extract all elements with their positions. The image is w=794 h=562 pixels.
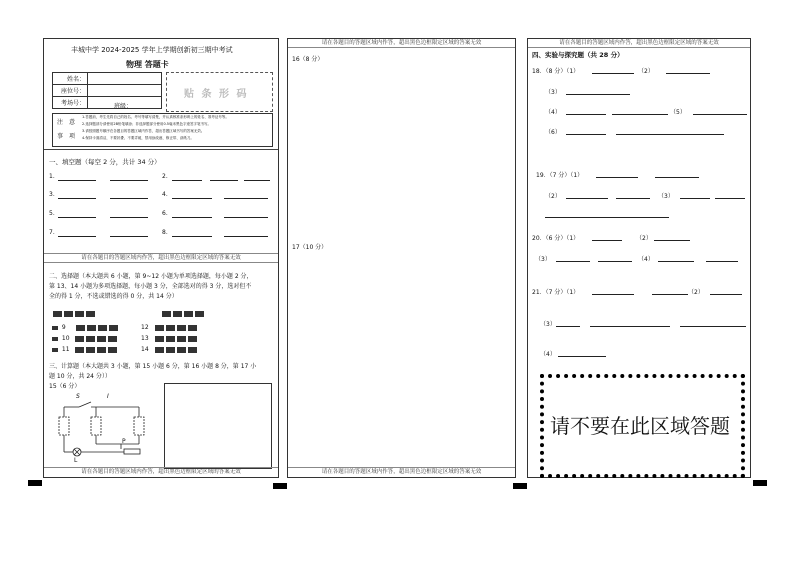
q6-blank-b[interactable]: [224, 217, 268, 218]
q7-label: 7.: [49, 229, 55, 236]
q21-blank-3b[interactable]: [590, 326, 670, 327]
option-header-left: [53, 310, 97, 317]
q6-blank-a[interactable]: [172, 217, 212, 218]
alignment-marker: [513, 483, 527, 489]
q18-blank-4b[interactable]: [612, 114, 668, 115]
q19-blank-1b[interactable]: [655, 177, 699, 178]
seat-field[interactable]: [88, 85, 162, 97]
q19-blank-3b[interactable]: [715, 198, 745, 199]
q18-blank-6a[interactable]: [566, 134, 606, 135]
name-field[interactable]: [88, 73, 162, 85]
q3-blank-b[interactable]: [110, 198, 148, 199]
q20-label-4: （4）: [638, 256, 654, 263]
q19-label-2: （2）: [545, 193, 561, 200]
q19-blank-2b[interactable]: [616, 198, 650, 199]
choice-num: 13: [141, 335, 149, 342]
q18-label-5: （5）: [670, 109, 686, 116]
section-3-title-line-2: 题 10 分，共 24 分））: [49, 373, 111, 380]
q20-label-3: （3）: [535, 256, 551, 263]
q8-label: 8.: [162, 229, 168, 236]
q7-blank-b[interactable]: [110, 236, 148, 237]
option-header-right: [162, 310, 206, 317]
q18-label-2: （2）: [638, 68, 654, 75]
q21-label-2: （2）: [688, 289, 704, 296]
q20-blank-3a[interactable]: [556, 261, 590, 262]
class-label: 班级：: [114, 103, 133, 110]
q15-label: 15（6 分）: [49, 383, 81, 390]
q4-label: 4.: [162, 191, 168, 198]
section-2-title-line-2: 第 13、14 小题为多项选择题，每小题 3 分，全部选对的得 3 分，选对但不: [49, 283, 252, 290]
q2-label: 2.: [162, 173, 168, 180]
q20-blank-1[interactable]: [592, 240, 622, 241]
q21-blank-3c[interactable]: [680, 326, 746, 327]
q21-label-4: （4）: [540, 351, 556, 358]
q5-blank-b[interactable]: [110, 217, 148, 218]
q18-blank-4a[interactable]: [566, 114, 606, 115]
q7-blank-a[interactable]: [58, 236, 96, 237]
q1-blank-a[interactable]: [58, 180, 96, 181]
circuit-diagram: [49, 392, 149, 467]
choice-row-12[interactable]: [141, 324, 199, 331]
q20-label-2: （2）: [636, 235, 652, 242]
q21-blank-3a[interactable]: [556, 326, 580, 327]
notice-line: 4.保持卡面清洁，不要折叠、不要弄破，禁用涂改液、修正带、刮纸刀。: [82, 136, 194, 140]
q19-blank-2a[interactable]: [566, 198, 608, 199]
q1-label: 1.: [49, 173, 55, 180]
q21-label: 21．（7 分）（1）: [532, 289, 580, 296]
circuit-label-s: S: [76, 393, 80, 400]
circuit-label-p: P: [122, 438, 126, 445]
choice-row-14[interactable]: [141, 346, 199, 353]
q20-blank-4a[interactable]: [658, 261, 694, 262]
subject-title: 物理 答题卡: [126, 60, 169, 69]
alignment-marker: [753, 480, 767, 486]
choice-row-9[interactable]: [52, 324, 120, 331]
answer-column-1: [43, 38, 279, 478]
boundary-note: 请在各题目的答题区域内作答，超出黑色边框限定区域的答案无效: [288, 39, 515, 48]
q18-label-3: （3）: [545, 89, 561, 96]
choice-num: 11: [61, 346, 70, 353]
notice-line: 3.请按照题号顺序在各题目的答题区域内作答，超出答题区域书写的答案无效。: [82, 129, 205, 133]
notice-title-3: 事: [57, 133, 64, 140]
alignment-marker: [28, 480, 42, 486]
q15-answer-box[interactable]: [164, 383, 272, 469]
q20-label: 20．（6 分）（1）: [532, 235, 580, 242]
q21-label-3: （3）: [540, 321, 556, 328]
boundary-note: 请在各题目的答题区域内作答，超出黑色边框限定区域的答案无效: [44, 253, 278, 263]
q20-blank-2[interactable]: [654, 240, 690, 241]
q2-blank-b[interactable]: [210, 180, 238, 181]
q18-blank-6b[interactable]: [616, 134, 724, 135]
q1-blank-b[interactable]: [110, 180, 148, 181]
q18-blank-1[interactable]: [592, 73, 634, 74]
section-2-title-line-3: 全的得 1 分，不选或错选的得 0 分，共 14 分）: [49, 293, 178, 300]
q3-blank-a[interactable]: [58, 198, 96, 199]
q4-blank-a[interactable]: [172, 198, 212, 199]
q21-blank-1a[interactable]: [592, 294, 634, 295]
section-4-title: 四、实验与探究题（共 28 分）: [532, 51, 624, 59]
boundary-note: 请在各题目的答题区域内作答，超出黑色边框限定区域的答案无效: [528, 39, 750, 48]
q5-blank-a[interactable]: [58, 217, 96, 218]
choice-row-13[interactable]: [141, 335, 199, 342]
q18-blank-5[interactable]: [693, 114, 747, 115]
notice-title-4: 项: [69, 133, 76, 140]
q5-label: 5.: [49, 210, 55, 217]
q8-blank-b[interactable]: [224, 236, 268, 237]
q21-blank-1b[interactable]: [652, 294, 688, 295]
notice-line: 2.选择题部分请使用2B铅笔填涂；非选择题部分使用0.5毫米黑色字迹签字笔书写。: [82, 122, 212, 126]
q16-label: 16（8 分）: [292, 56, 324, 63]
q18-blank-2[interactable]: [666, 73, 710, 74]
notice-title-2: 意: [69, 119, 76, 126]
q6-label: 6.: [162, 210, 168, 217]
q20-blank-4b[interactable]: [706, 261, 738, 262]
boundary-note: 请在各题目的答题区域内作答，超出黑色边框限定区域的答案无效: [44, 467, 278, 476]
q21-blank-4[interactable]: [558, 356, 606, 357]
choice-num: 12: [141, 324, 149, 331]
q4-blank-b[interactable]: [224, 198, 268, 199]
section-3-title-line-1: 三、计算题（本大题共 3 小题，第 15 小题 6 分，第 16 小题 8 分，第 17 小: [49, 363, 257, 370]
notice-title-1: 注: [57, 119, 64, 126]
q17-label: 17（10 分）: [292, 244, 328, 251]
student-info-table: [52, 72, 162, 109]
seat-label: 座位号：: [53, 85, 88, 97]
barcode-text: 贴 条 形 码: [184, 89, 249, 100]
q18-label-4: （4）: [545, 109, 561, 116]
answer-column-2: [287, 38, 516, 478]
choice-num: 10: [61, 335, 70, 342]
q8-blank-a[interactable]: [172, 236, 212, 237]
q19-label: 19．（7 分）（1）: [536, 172, 584, 179]
q2-blank-a[interactable]: [172, 180, 202, 181]
boundary-note: 请在各题目的答题区域内作答，超出黑色边框限定区域的答案无效: [288, 467, 515, 476]
answer-column-3: [527, 38, 751, 478]
q3-label: 3.: [49, 191, 55, 198]
section-1-title: 一、填空题（每空 2 分，共计 34 分）: [49, 158, 161, 166]
choice-row-10[interactable]: [52, 335, 119, 342]
q18-label-6: （6）: [545, 129, 561, 136]
choice-num: 9: [61, 324, 66, 331]
q19-blank-3a[interactable]: [680, 198, 710, 199]
notice-line: 1.答题前，考生先将自己的姓名、考号等填写清楚，并认真核准条形码上的姓名、准考证号等。: [82, 115, 229, 119]
exam-room-label: 考场号：: [53, 97, 88, 109]
q19-blank-4[interactable]: [545, 217, 669, 218]
choice-row-11[interactable]: [52, 346, 119, 353]
q20-blank-3b[interactable]: [598, 261, 632, 262]
choice-num: 14: [141, 346, 149, 353]
q18-label: 18．（8 分）（1）: [532, 68, 580, 75]
name-label: 姓名：: [53, 73, 88, 85]
q18-blank-3[interactable]: [566, 94, 630, 95]
q2-blank-c[interactable]: [244, 180, 270, 181]
section-2-title-line-1: 二、选择题（本大题共 6 小题，第 9~12 小题为单项选择题，每小题 2 分，: [49, 273, 253, 280]
q19-label-3: （3）: [658, 193, 674, 200]
no-answer-text: 请不要在此区域答题: [550, 414, 730, 438]
alignment-marker: [273, 483, 287, 489]
divider: [44, 149, 278, 150]
circuit-label-l: L: [74, 457, 78, 464]
school-title: 丰城中学 2024-2025 学年上学期创新初三期中考试: [71, 46, 233, 54]
q19-blank-1a[interactable]: [596, 177, 638, 178]
q21-blank-2[interactable]: [710, 294, 742, 295]
circuit-label-i: I: [107, 393, 109, 400]
